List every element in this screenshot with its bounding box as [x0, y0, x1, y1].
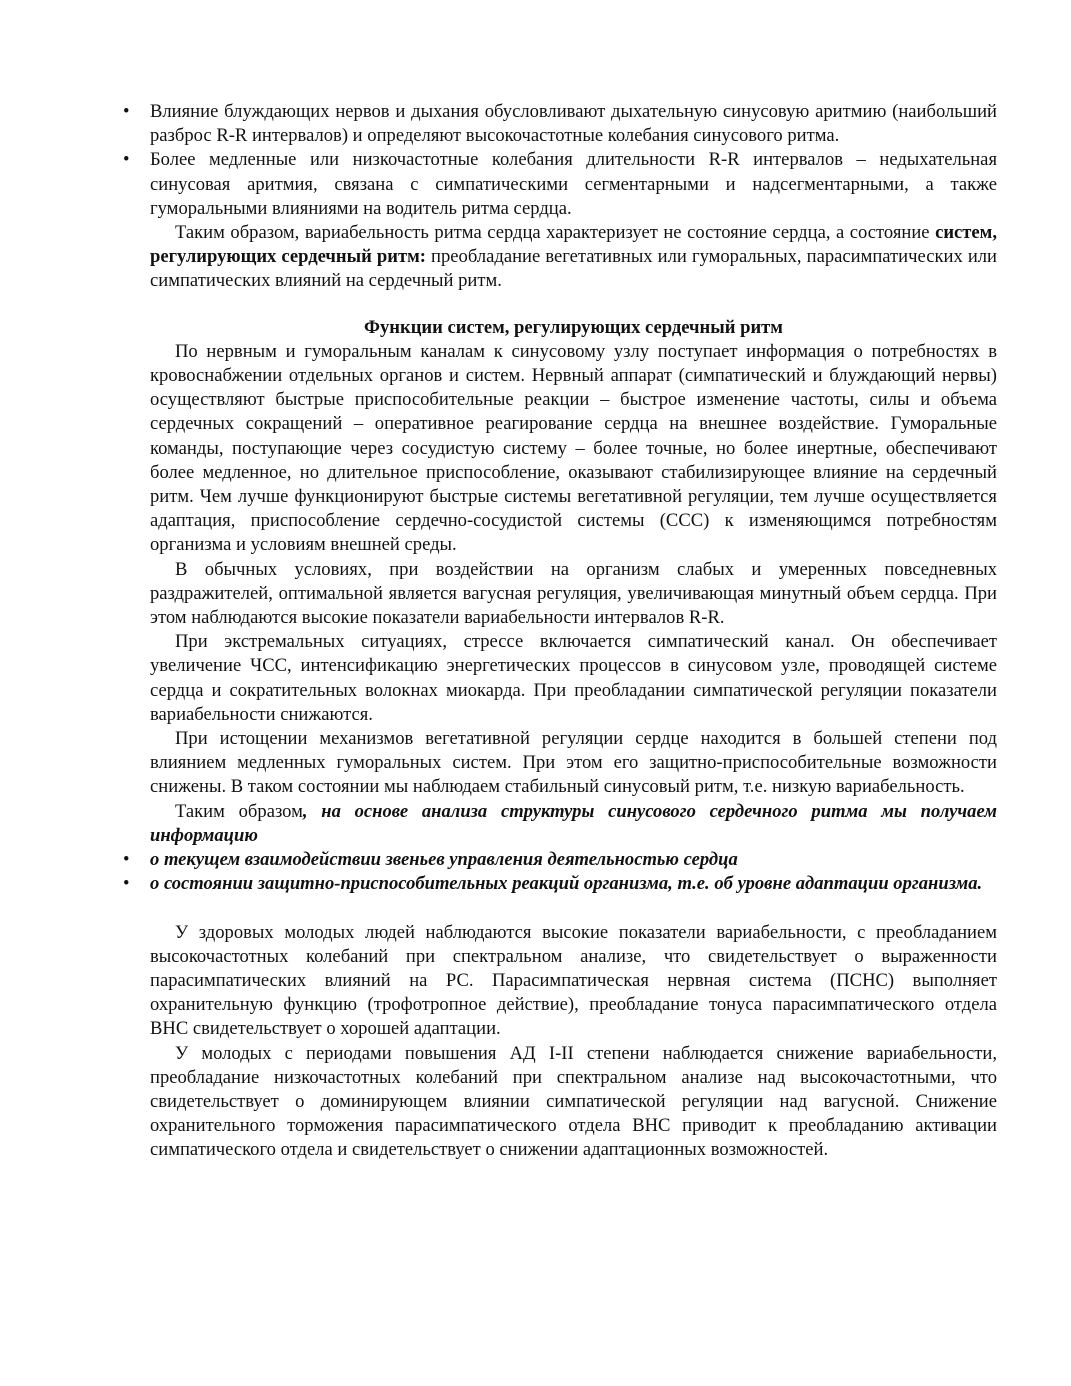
list-item: [123, 872, 997, 896]
bullet-icon: •: [123, 149, 130, 171]
summary-bold: систем, регулирующих сердечный ритм:: [150, 222, 997, 268]
bullet-icon: •: [123, 849, 130, 871]
bullet-text: Более медленные или низкочастотные колебания длительности R-R интервалов – недыхательная синусовая аритмия, связана с симпатическими сегментарными и надсегментарными, а также гуморальными влияниями на водитель ритма сердца.: [150, 149, 997, 219]
section-heading: Функции систем, регулирующих сердечный ритм: [364, 316, 783, 338]
closing-paragraph: У здоровых молодых людей наблюдаются высокие показатели вариабельности, с преобладанием высокочастотных колебаний при спектральном анализе, что свидетельствует о выраженности парасимпатических влияний на РС. Парасимпатическая нервная система (ПСНС) выполняет охранительную функцию (трофотропное действие), преобладание тонуса парасимпатического отдела ВНС свидетельствует о хорошей адаптации.: [150, 921, 997, 1040]
conclusion-paragraph: [150, 800, 997, 848]
blank-line: [150, 897, 997, 921]
conclusion-emphasis: , на основе анализа структуры синусового сердечного ритма мы получаем информацию: [150, 800, 997, 846]
document-page: [123, 100, 997, 1163]
intro-bullet-list: [123, 100, 997, 221]
list-item: [123, 100, 997, 148]
body-paragraph: По нервным и гуморальным каналам к синусовому узлу поступает информация о потребностях в кровоснабжении отдельных органов и систем. Нервный аппарат (симпатический и блуждающий нервы) осуществляют быстрые приспособительные реакции – быстрое изменение частоты, силы и объема сердечных сокращений – оперативное реагирование сердца на внешнее воздействие. Гуморальные команды, поступающие через сосудистую систему – более точные, но более инертные, обеспечивают более медленное, но длительное приспособление, оказывают стабилизирующее влияние на сердечный ритм. Чем лучше функционируют быстрые системы вегетативной регуляции, тем лучше осуществляется адаптация, приспособление сердечно-сосудистой системы (ССС) к изменяющимся потребностям организма и условиям внешней среды.: [150, 340, 997, 556]
conclusion-lead: Таким образом: [175, 800, 303, 822]
summary-tail: преобладание вегетативных или гуморальных, парасимпатических или симпатических влияний на сердечный ритм.: [150, 246, 997, 292]
bullet-text: о текущем взаимодействии звеньев управления деятельностью сердца: [150, 849, 738, 871]
bullet-text: Влияние блуждающих нервов и дыхания обусловливают дыхательную синусовую аритмию (наибольший разброс R-R интервалов) и определяют высокочастотные колебания синусового ритма.: [150, 101, 997, 147]
list-item: [123, 848, 997, 872]
body-paragraph: При экстремальных ситуациях, стрессе включается симпатический канал. Он обеспечивает увеличение ЧСС, интенсификацию энергетических процессов в синусовом узле, проводящей системе сердца и сократительных волокнах миокарда. При преобладании симпатической регуляции показатели вариабельности снижаются.: [150, 631, 997, 725]
bullet-icon: •: [123, 101, 130, 122]
closing-paragraph: У молодых с периодами повышения АД I-II степени наблюдается снижение вариабельности, преобладание низкочастотных колебаний при спектральном анализе над высокочастотными, что свидетельствует о доминирующем влиянии симпатической регуляции над вагусной. Снижение охранительного торможения парасимпатического отдела ВНС приводит к преобладанию активации симпатического отдела и свидетельствует о снижении адаптационных возможностей.: [150, 1042, 997, 1161]
summary-paragraph: [150, 221, 997, 294]
bullet-icon: •: [123, 873, 130, 895]
conclusion-bullet-list: [123, 848, 997, 896]
body-paragraph: В обычных условиях, при воздействии на организм слабых и умеренных повседневных раздражителей, оптимальной является вагусная регуляция, увеличивающая минутный объем сердца. При этом наблюдаются высокие показатели вариабельности интервалов R-R.: [150, 558, 997, 629]
summary-lead: Таким образом, вариабельность ритма сердца характеризует не состояние сердца, а состояние: [175, 222, 936, 244]
bullet-text: о состоянии защитно-приспособительных реакций организма, т.е. об уровне адаптации организма.: [150, 873, 983, 895]
body-paragraph: При истощении механизмов вегетативной регуляции сердце находится в большей степени под влиянием медленных гуморальных систем. При этом его защитно-приспособительные возможности снижены. В таком состоянии мы наблюдаем стабильный синусовый ритм, т.е. низкую вариабельность.: [150, 728, 997, 798]
list-item: [123, 148, 997, 221]
